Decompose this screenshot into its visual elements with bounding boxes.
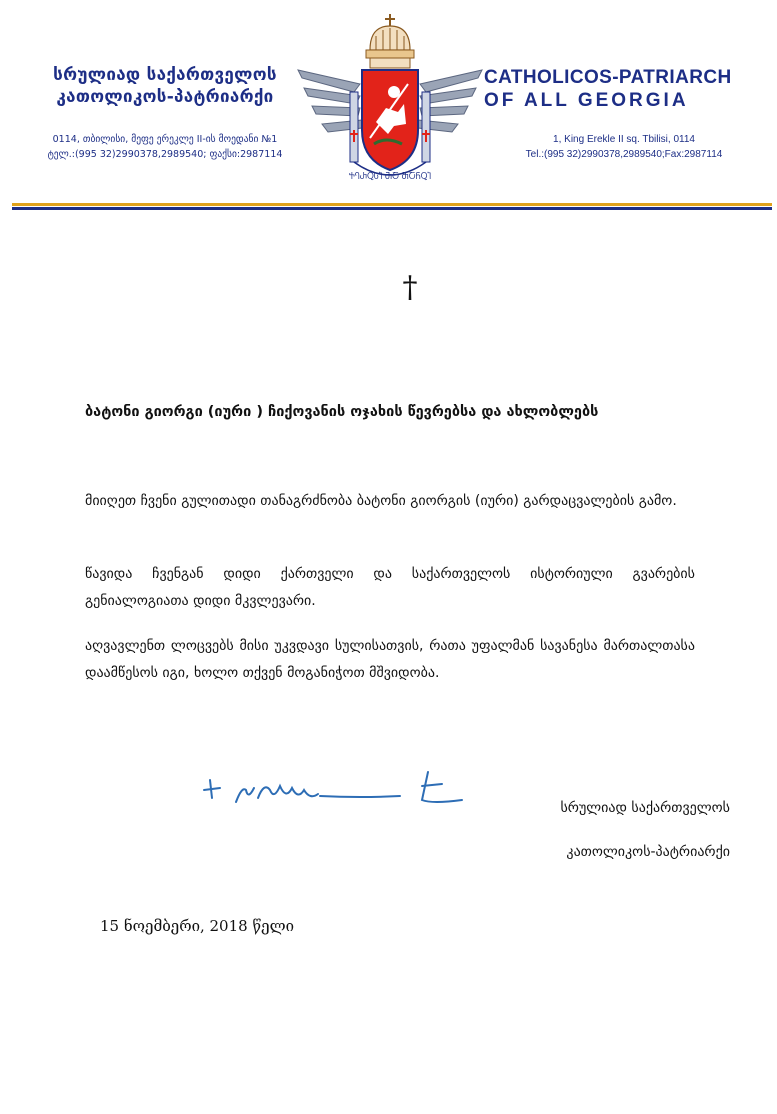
letter-paragraph-2: წავიდა ჩვენგან დიდი ქართველი და საქართველოს ისტორიული გვარების გენიალოგიათა დიდი მკვლევარი. bbox=[85, 566, 695, 609]
shield-icon bbox=[362, 70, 418, 170]
handwritten-signature-icon bbox=[200, 760, 480, 820]
header-english-title-line1: CATHOLICOS-PATRIARCH bbox=[484, 67, 732, 88]
letter-paragraph-3: აღვავლენთ ლოცვებს მისი უკვდავი სულისათვის, რათა უფალმან სავანესა მართალთასა დაამწესოს იგი, ხოლო თქვენ მოგანიჭოთ მშვიდობა. bbox=[85, 638, 695, 681]
crown-icon bbox=[366, 14, 414, 68]
header-english-title bbox=[484, 66, 754, 112]
header-divider-gold bbox=[12, 203, 772, 206]
cross-icon: † bbox=[402, 270, 418, 305]
signatory-title: სრულიად საქართველოს კათოლიკოს-პატრიარქი bbox=[560, 800, 730, 860]
header-english-title-line2: OF ALL GEORGIA bbox=[484, 90, 689, 111]
letter-paragraph-1: მიიღეთ ჩვენი გულითადი თანაგრძნობა ბატონი გიორგის (იური) გარდაცვალების გამო. bbox=[85, 493, 677, 509]
header-georgian-address: 0114, თბილისი, მეფე ერეკლე II-ის მოედანი №1 ტელ.:(995 32)2990378,2989540; ფაქსი:2987114 bbox=[47, 134, 283, 160]
header-divider-blue bbox=[12, 207, 772, 210]
header-english-address: 1, King Erekle II sq. Tbilisi, 0114 Tel.:(995 32)2990378,2989540;Fax:2987114 bbox=[525, 134, 723, 160]
header-georgian-title: სრულიად საქართველოს კათოლიკოს-პატრიარქი bbox=[53, 65, 277, 107]
letter-date: 15 ნოემბერი, 2018 წელი bbox=[100, 917, 294, 935]
emblem-motto: ႵႤႰႭႱႨ ႫႠ ႫႠႬႭႨ bbox=[348, 172, 432, 181]
letter-addressee: ბატონი გიორგი (იური ) ჩიქოვანის ოჯახის წევრებსა და ახლობლებს bbox=[85, 404, 599, 420]
patriarchal-coat-of-arms-icon bbox=[290, 12, 490, 192]
